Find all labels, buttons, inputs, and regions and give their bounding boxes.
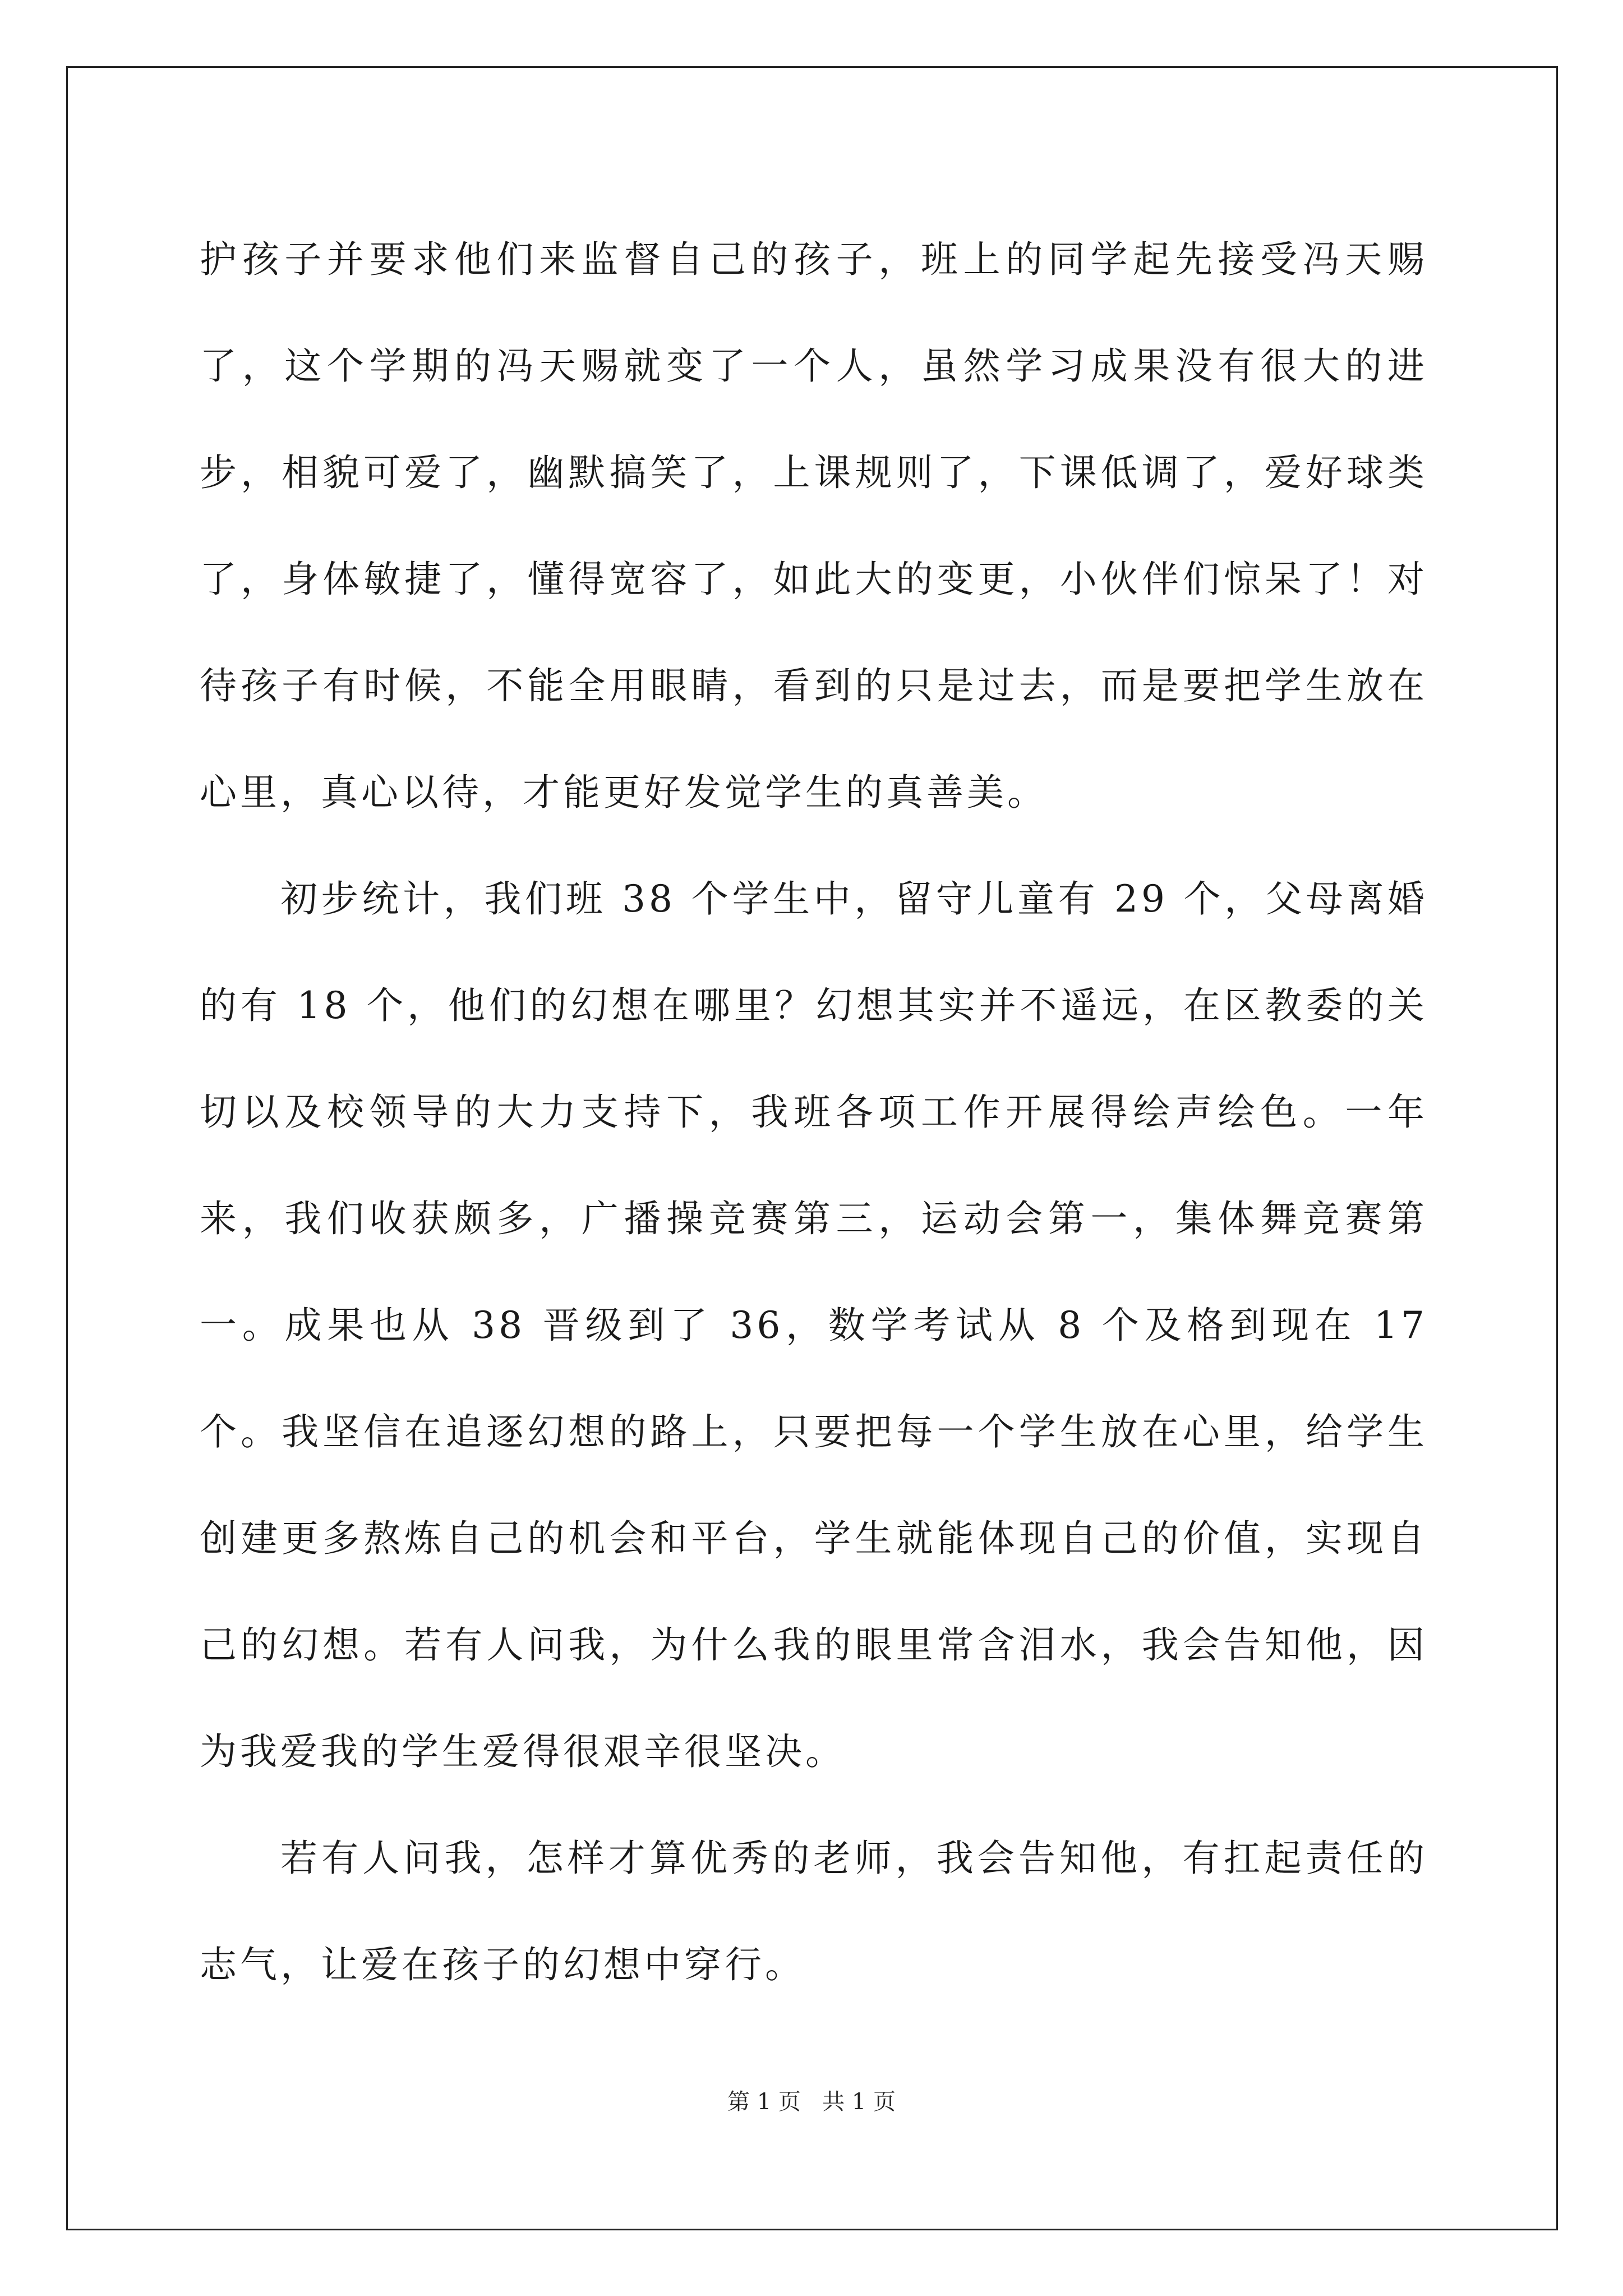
page-number-footer: 第 1 页 共 1 页 (727, 2089, 896, 2115)
paragraph-1: 护孩子并要求他们来监督自己的孩子，班上的同学起先接受冯天赐了，这个学期的冯天赐就变了一个人，虽然学习成果没有很大的进步，相貌可爱了，幽默搞笑了，上课规则了，下课低调了，爱好球类了，身体敏捷了，懂得宽容了，如此大的变更，小伙伴们惊呆了！对待孩子有时候，不能全用眼睛，看到的只是过去，而是要把学生放在心里，真心以待，才能更好发觉学生的真善美。 (200, 238, 1428, 814)
paragraph-3: 若有人问我，怎样才算优秀的老师，我会告知他，有扛起责任的志气，让爱在孩子的幻想中穿行。 (200, 1837, 1428, 1986)
document-body (200, 206, 1428, 2018)
paragraph-2: 初步统计，我们班 38 个学生中，留守儿童有 29 个，父母离婚的有 18 个，他们的幻想在哪里？幻想其实并不遥远，在区教委的关切以及校领导的大力支持下，我班各项工作开展得绘声绘色。一年来，我们收获颇多，广播操竞赛第三，运动会第一，集体舞竞赛第一。成果也从 38 晋级到了 36，数学考试从 8 个及格到现在 17 个。我坚信在追逐幻想的路上，只要把每一个学生放在心里，给学生创建更多熬炼自己的机会和平台，学生就能体现自己的价值，实现自己的幻想。若有人问我，为什么我的眼里常含泪水，我会告知他，因为我爱我的学生爱得很艰辛很坚决。 (200, 877, 1428, 1773)
